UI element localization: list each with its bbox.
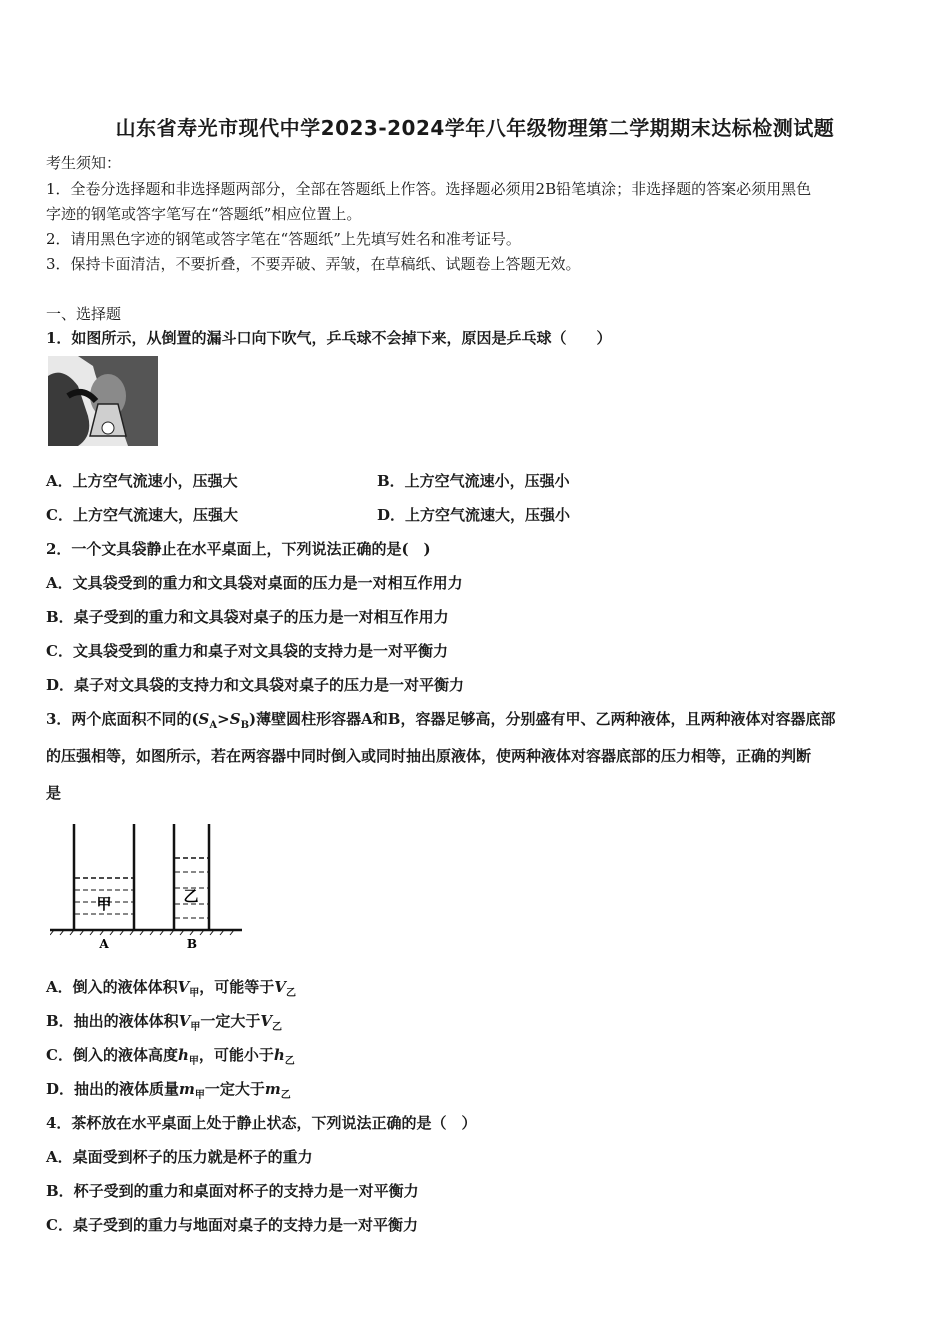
q3-option-d: D．抽出的液体质量$m_甲$一定大于$m_乙$	[46, 1080, 291, 1101]
containers-diagram	[50, 820, 245, 955]
q4-option-a: A．桌面受到杯子的压力就是杯子的重力	[46, 1148, 313, 1166]
q1-option-d: D．上方空气流速大，压强小	[377, 506, 571, 524]
notice-item: 2．请用黑色字迹的钢笔或答字笔在“答题纸”上先填写姓名和准考证号。	[46, 230, 521, 248]
section-heading: 一、选择题	[46, 305, 122, 323]
container-b-label: B	[186, 937, 198, 951]
question-1-stem: 1．如图所示，从倒置的漏斗口向下吹气，乒乓球不会掉下来，原因是乒乓球（ ）	[46, 329, 612, 347]
question-3-stem-line2: 的压强相等，如图所示，若在两容器中同时倒入或同时抽出原液体，使两种液体对容器底部的压力相等，正确的判断	[46, 747, 812, 765]
q1-option-b: B．上方空气流速小，压强小	[377, 472, 570, 490]
question-3-stem: 3．两个底面积不同的$(S_A>S_B)$薄壁圆柱形容器A和B，容器足够高，分别盛有甲、乙两种液体，且两种液体对容器底部	[46, 710, 836, 731]
q3-option-a: A．倒入的液体体积$V_甲$，可能等于$V_乙$	[46, 978, 296, 999]
q2-option-d: D．桌子对文具袋的支持力和文具袋对桌子的压力是一对平衡力	[46, 676, 465, 694]
funnel-photo	[48, 356, 158, 446]
question-4-stem: 4．茶杯放在水平桌面上处于静止状态，下列说法正确的是（ ）	[46, 1114, 477, 1132]
liquid-yi-label: 乙	[183, 887, 199, 905]
q2-option-c: C．文具袋受到的重力和桌子对文具袋的支持力是一对平衡力	[46, 642, 448, 660]
q2-option-a: A．文具袋受到的重力和文具袋对桌面的压力是一对相互作用力	[46, 574, 463, 592]
page-title: 山东省寿光市现代中学2023-2024学年八年级物理第二学期期末达标检测试题	[115, 116, 835, 140]
container-a	[74, 824, 134, 930]
notice-item: 1．全卷分选择题和非选择题两部分，全部在答题纸上作答。选择题必须用2B铅笔填涂；非选择题的答案必须用黑色	[46, 180, 812, 198]
q1-option-a: A．上方空气流速小，压强大	[46, 472, 238, 490]
q3-option-b: B．抽出的液体体积$V_甲$一定大于$V_乙$	[46, 1012, 282, 1033]
container-b	[174, 824, 209, 930]
q1-option-c: C．上方空气流速大，压强大	[46, 506, 238, 524]
notice-item: 字迹的钢笔或答字笔写在“答题纸”相应位置上。	[46, 205, 362, 223]
container-a-label: A	[99, 937, 109, 951]
question-3-stem-line3: 是	[46, 784, 62, 802]
q2-option-b: B．桌子受到的重力和文具袋对桌子的压力是一对相互作用力	[46, 608, 449, 626]
q4-option-b: B．杯子受到的重力和桌面对杯子的支持力是一对平衡力	[46, 1182, 419, 1200]
notice-heading: 考生须知：	[46, 154, 122, 172]
q3-option-c: C．倒入的液体高度$h_甲$，可能小于$h_乙$	[46, 1046, 295, 1067]
question-2-stem: 2．一个文具袋静止在水平桌面上，下列说法正确的是( )	[46, 540, 431, 558]
q4-option-c: C．桌子受到的重力与地面对桌子的支持力是一对平衡力	[46, 1216, 418, 1234]
liquid-jia-label: 甲	[96, 895, 112, 913]
notice-item: 3．保持卡面清洁，不要折叠，不要弄破、弄皱，在草稿纸、试题卷上答题无效。	[46, 255, 581, 273]
